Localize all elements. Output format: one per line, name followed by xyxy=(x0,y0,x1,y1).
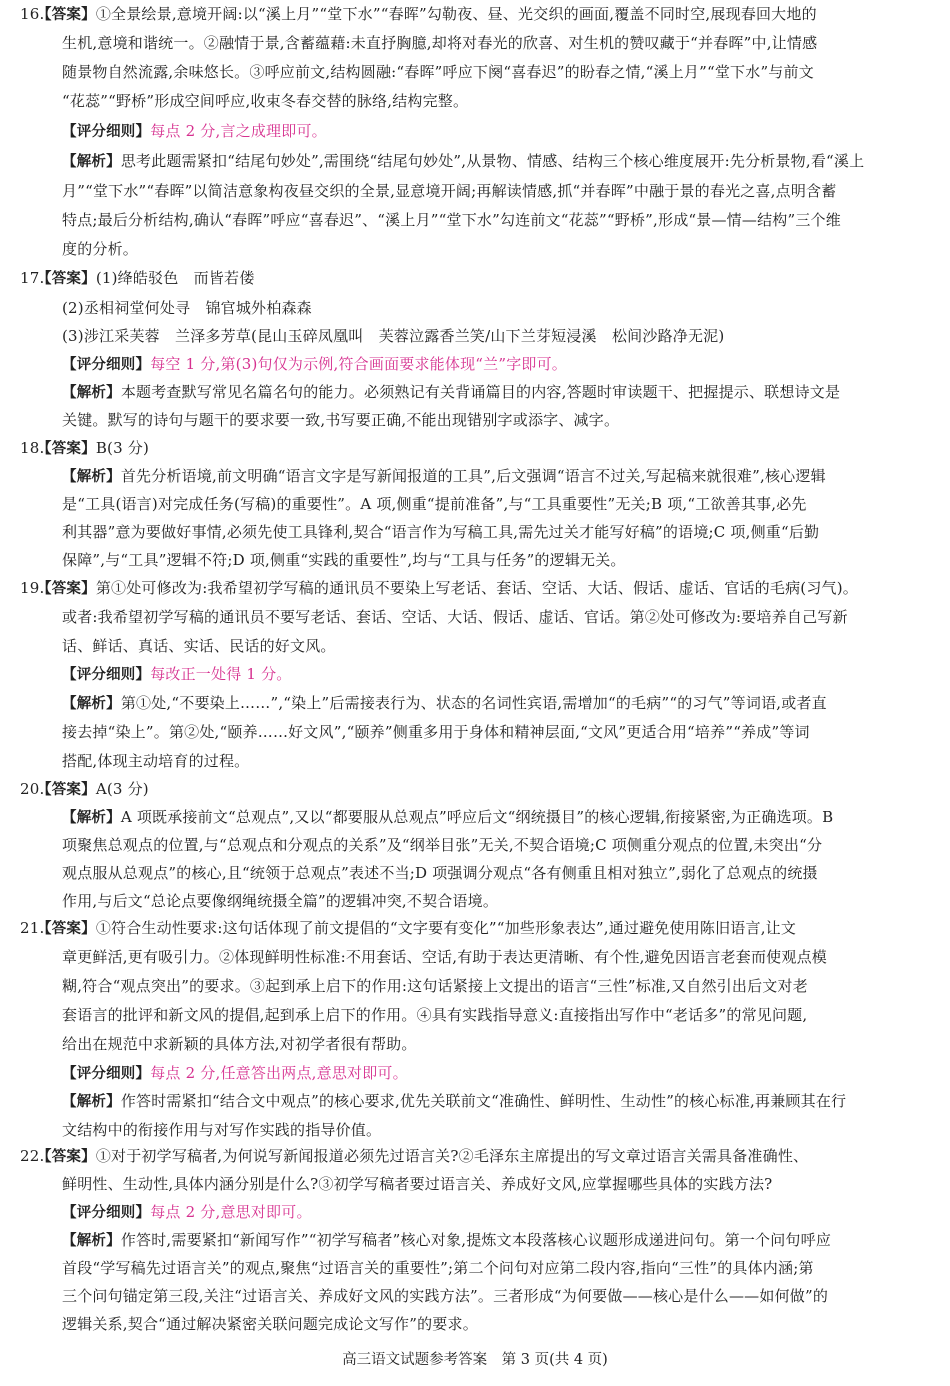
analysis-text: 作答时需紧扣“结合文中观点”的核心要求,优先关联前文“准确性、鲜明性、生动性”的核心标准,再兼顾其在行 xyxy=(120,1092,847,1110)
question-number: 20. xyxy=(20,780,45,798)
scoring-text: 每点 2 分,任意答出两点,意思对即可。 xyxy=(150,1064,408,1082)
answer-text: 套语言的批评和新文风的提倡,起到承上启下的作用。④具有实践指导意义:直接指出写作中“老话多”的常见问题, xyxy=(62,1006,808,1024)
analysis-text: 保障”,与“工具”逻辑不符;D 项,侧重“实践的重要性”,均与“工具与任务”的逻辑无关。 xyxy=(62,551,626,569)
scoring-text: 每点 2 分,言之成理即可。 xyxy=(150,122,327,140)
analysis-text: 首先分析语境,前文明确“语言文字是写新闻报道的工具”,后文强调“语言不过关,写起稿来就很难”,核心逻辑 xyxy=(120,467,826,485)
analysis-text: 思考此题需紧扣“结尾句妙处”,需围绕“结尾句妙处”,从景物、情感、结构三个核心维度展开:先分析景物,看“溪上 xyxy=(120,152,865,170)
analysis-text: 接去掉“染上”。第②处,“颐养……好文风”,“颐养”侧重多用于身体和精神层面,“文风”更适合用“培养”“养成”等词 xyxy=(62,723,810,741)
answer-text: 随景物自然流露,余味悠长。③呼应前文,结构圆融:“春晖”呼应下阕“喜春迟”的盼春之情,“溪上月”“堂下水”与前文 xyxy=(62,63,814,81)
answer-text: 鲜明性、生动性,具体内涵分别是什么?③初学写稿者要过语言关、养成好文风,应掌握哪些具体的实践方法? xyxy=(62,1175,773,1193)
analysis-text: 月”“堂下水”“春晖”以简洁意象构夜昼交织的全景,显意境开阔;再解读情感,抓“并春晖”中融于景的春光之喜,点明含蓄 xyxy=(62,182,837,200)
analysis-text: 观点服从总观点”的核心,且“统领于总观点”表述不当;D 项强调分观点“各有侧重且相对独立”,弱化了总观点的统摄 xyxy=(62,864,818,882)
analysis-text: 本题考查默写常见名篇名句的能力。必须熟记有关背诵篇目的内容,答题时审读题干、把握提示、联想诗文是 xyxy=(120,383,841,401)
scoring-tag: 【评分细则】 xyxy=(62,357,151,373)
analysis-text: 特点;最后分析结构,确认“春晖”呼应“喜春迟”、“溪上月”“堂下水”勾连前文“花蕊”“野桥”,形成“景—情—结构”三个维 xyxy=(62,211,841,229)
answer-text: 第①处可修改为:我希望初学写稿的通讯员不要染上写老话、套话、空话、大话、假话、虚话、官话的毛病(习气)。 xyxy=(95,579,858,597)
answer-text: A(3 分) xyxy=(95,780,149,798)
answer-text: 给出在规范中求新颖的具体方法,对初学者很有帮助。 xyxy=(62,1035,417,1053)
analysis-text: 逻辑关系,契合“通过解决紧密关联问题完成论文写作”的要求。 xyxy=(62,1315,478,1333)
question-number: 16. xyxy=(20,5,45,23)
answer-text: (2)丞相祠堂何处寻 锦官城外柏森森 xyxy=(62,299,312,317)
answer-tag: 【答案】 xyxy=(37,441,96,457)
answer-tag: 【答案】 xyxy=(37,7,96,23)
question-number: 18. xyxy=(20,439,45,457)
answer-tag: 【答案】 xyxy=(37,1149,96,1165)
answer-text: 话、鲜话、真话、实话、民话的好文风。 xyxy=(62,637,336,655)
analysis-text: 搭配,体现主动培育的过程。 xyxy=(62,752,250,770)
answer-tag: 【答案】 xyxy=(37,782,96,798)
scoring-tag: 【评分细则】 xyxy=(62,667,151,683)
answer-text: B(3 分) xyxy=(95,439,150,457)
scoring-tag: 【评分细则】 xyxy=(62,1066,151,1082)
answer-tag: 【答案】 xyxy=(37,271,96,287)
answer-text: (1)绛皓驳色 而皆若偻 xyxy=(95,269,255,287)
question-number: 17. xyxy=(20,269,45,287)
scoring-tag: 【评分细则】 xyxy=(62,124,151,140)
answer-text: “花蕊”“野桥”形成空间呼应,收束冬春交替的脉络,结构完整。 xyxy=(62,92,469,110)
analysis-text: 文结构中的衔接作用与对写作实践的指导价值。 xyxy=(62,1121,382,1139)
answer-text: ①对于初学写稿者,为何说写新闻报道必须先过语言关?②毛泽东主席提出的写文章过语言关需具备准确性、 xyxy=(95,1147,809,1165)
analysis-text: 项聚焦总观点的位置,与“总观点和分观点的关系”及“纲举目张”无关,不契合语境;C 项侧重分观点的位置,未突出“分 xyxy=(62,836,823,854)
scoring-text: 每点 2 分,意思对即可。 xyxy=(150,1203,312,1221)
answer-text: ①全景绘景,意境开阔:以“溪上月”“堂下水”“春晖”勾勒夜、昼、光交织的画面,覆盖不同时空,展现春回大地的 xyxy=(95,5,817,23)
analysis-text: 关键。默写的诗句与题干的要求要一致,书写要正确,不能出现错别字或添字、减字。 xyxy=(62,411,620,429)
scoring-text: 每空 1 分,第(3)句仅为示例,符合画面要求能体现“兰”字即可。 xyxy=(150,355,568,373)
answer-text: 章更鲜活,更有吸引力。②体现鲜明性标准:不用套话、空话,有助于表达更清晰、有个性,避免因语言老套而使观点模 xyxy=(62,948,827,966)
question-number: 19. xyxy=(20,579,45,597)
question-number: 22. xyxy=(20,1147,45,1165)
answer-text: 糊,符合“观点突出”的要求。③起到承上启下的作用:这句话紧接上文提出的语言“三性”标准,又自然引出后文对老 xyxy=(62,977,808,995)
analysis-tag: 【解析】 xyxy=(62,154,121,170)
analysis-tag: 【解析】 xyxy=(62,696,121,712)
page-footer: 高三语文试题参考答案 第 3 页(共 4 页) xyxy=(342,1352,608,1368)
question-number: 21. xyxy=(20,919,45,937)
answer-text: ①符合生动性要求:这句话体现了前文提倡的“文字要有变化”“加些形象表达”,通过避免使用陈旧语言,让文 xyxy=(95,919,797,937)
answer-text: 生机,意境和谐统一。②融情于景,含蓄蕴藉:未直抒胸臆,却将对春光的欣喜、对生机的赞叹藏于“并春晖”中,让情感 xyxy=(62,34,818,52)
scoring-text: 每改正一处得 1 分。 xyxy=(150,665,292,683)
analysis-text: 第①处,“不要染上……”,“染上”后需接表行为、状态的名词性宾语,需增加“的毛病”“的习气”等词语,或者直 xyxy=(120,694,827,712)
analysis-text: 首段“学写稿先过语言关”的观点,聚焦“过语言关的重要性”;第二个问句对应第二段内容,指向“三性”的具体内涵;第 xyxy=(62,1259,814,1277)
analysis-text: 度的分析。 xyxy=(62,240,139,258)
analysis-tag: 【解析】 xyxy=(62,810,121,826)
scoring-tag: 【评分细则】 xyxy=(62,1205,151,1221)
answer-tag: 【答案】 xyxy=(37,921,96,937)
analysis-text: 作答时,需要紧扣“新闻写作”“初学写稿者”核心对象,提炼文本段落核心议题形成递进问句。第一个问句呼应 xyxy=(120,1231,832,1249)
analysis-text: 利其器”意为要做好事情,必须先使工具锋利,契合“语言作为写稿工具,需先过关才能写好稿”的语境;C 项,侧重“后勤 xyxy=(62,523,820,541)
answer-tag: 【答案】 xyxy=(37,581,96,597)
analysis-tag: 【解析】 xyxy=(62,1233,121,1249)
answer-text: (3)涉江采芙蓉 兰泽多芳草(昆山玉碎凤凰叫 芙蓉泣露香兰笑/山下兰芽短浸溪 松间沙路净无泥) xyxy=(62,327,725,345)
analysis-tag: 【解析】 xyxy=(62,1094,121,1110)
analysis-text: 是“工具(语言)对完成任务(写稿)的重要性”。A 项,侧重“提前准备”,与“工具重要性”无关;B 项,“工欲善其事,必先 xyxy=(62,495,807,513)
analysis-tag: 【解析】 xyxy=(62,385,121,401)
analysis-text: A 项既承接前文“总观点”,又以“都要服从总观点”呼应后文“纲统摄目”的核心逻辑,衔接紧密,为正确选项。B xyxy=(120,808,834,826)
answer-text: 或者:我希望初学写稿的通讯员不要写老话、套话、空话、大话、假话、虚话、官话。第②处可修改为:要培养自己写新 xyxy=(62,608,848,626)
analysis-tag: 【解析】 xyxy=(62,469,121,485)
analysis-text: 三个问句锚定第三段,关注“过语言关、养成好文风的实践方法”。三者形成“为何要做——核心是什么——如何做”的 xyxy=(62,1287,829,1305)
analysis-text: 作用,与后文“总论点要像纲绳统摄全篇”的逻辑冲突,不契合语境。 xyxy=(62,892,499,910)
